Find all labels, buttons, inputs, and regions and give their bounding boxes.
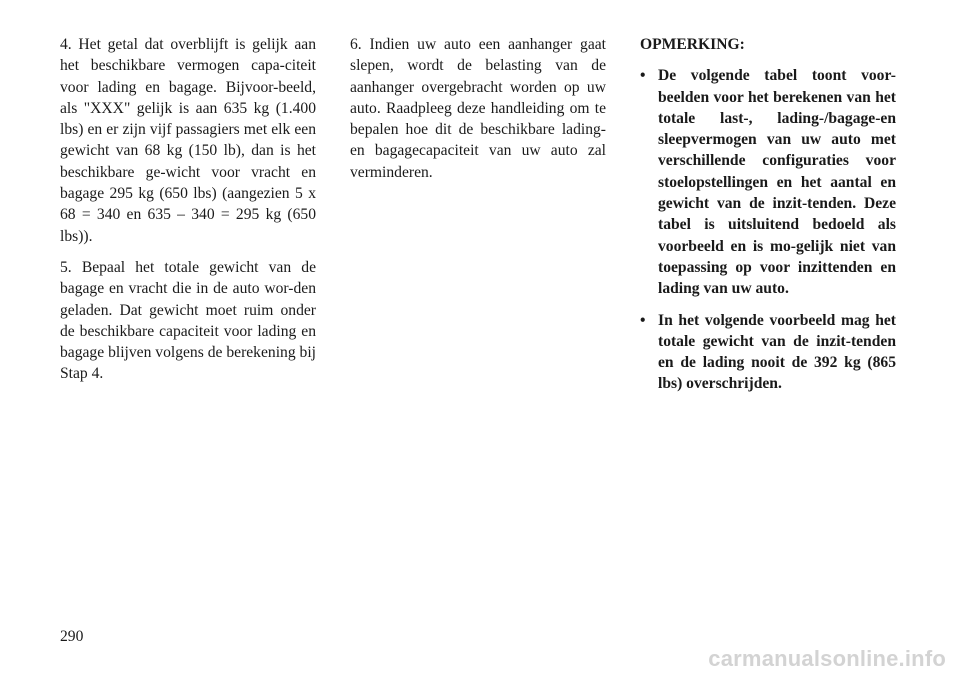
- paragraph-step-5: 5. Bepaal het totale gewicht van de bagage en vracht die in de auto wor-den geladen. Dat gewicht moet ruim onder de beschikbare capaciteit voor lading en bagage blijven volgens de berekening bij Stap 4.: [60, 258, 316, 383]
- text-column-middle: [350, 34, 606, 193]
- page-number: 290: [60, 628, 84, 645]
- paragraph-step-4: 4. Het getal dat overblijft is gelijk aan het beschikbare vermogen capa-citeit voor lading en bagage. Bijvoor-beeld, als "XXX" gelijk is aan 635 kg (1.400 lbs) en er zijn vijf passagiers met elk een gewicht van 68 kg (150 lb), dan is het beschikbare ge-wicht voor vracht en bagage 295 kg (650 lbs) (aangezien 5 x 68 = 340 en 635 – 340 = 295 kg (650 lbs)).: [60, 36, 316, 245]
- note-bullet-1: [640, 65, 896, 299]
- watermark: carmanualsonline.info: [708, 646, 946, 671]
- bullet-icon: •: [640, 311, 646, 329]
- note-bullet-text: De volgende tabel toont voor-beelden voor het berekenen van het totale last-, lading-/bagage-en sleepvermogen van uw auto met verschillende configuraties voor stoelopstellingen en het aantal en gewicht van de inzit-tenden. Deze tabel is uitsluitend bedoeld als voorbeeld en is mo-gelijk niet van toepassing op voor inzittenden en lading van uw auto.: [658, 67, 896, 298]
- note-bullet-2: [640, 310, 896, 395]
- note-bullet-text: In het volgende voorbeeld mag het totale gewicht van de inzit-tenden en de lading nooit de 392 kg (865 lbs) overschrijden.: [658, 311, 896, 393]
- note-heading: OPMERKING:: [640, 36, 745, 53]
- paragraph-step-6: 6. Indien uw auto een aanhanger gaat slepen, wordt de belasting van de aanhanger overgebracht worden op uw auto. Raadpleeg deze handleiding om te bepalen hoe dit de beschikbare lading- en bagagecapaciteit van uw auto zal verminderen.: [350, 36, 606, 181]
- text-column-left: [60, 34, 316, 395]
- bullet-icon: •: [640, 67, 646, 85]
- text-column-right: [640, 34, 896, 405]
